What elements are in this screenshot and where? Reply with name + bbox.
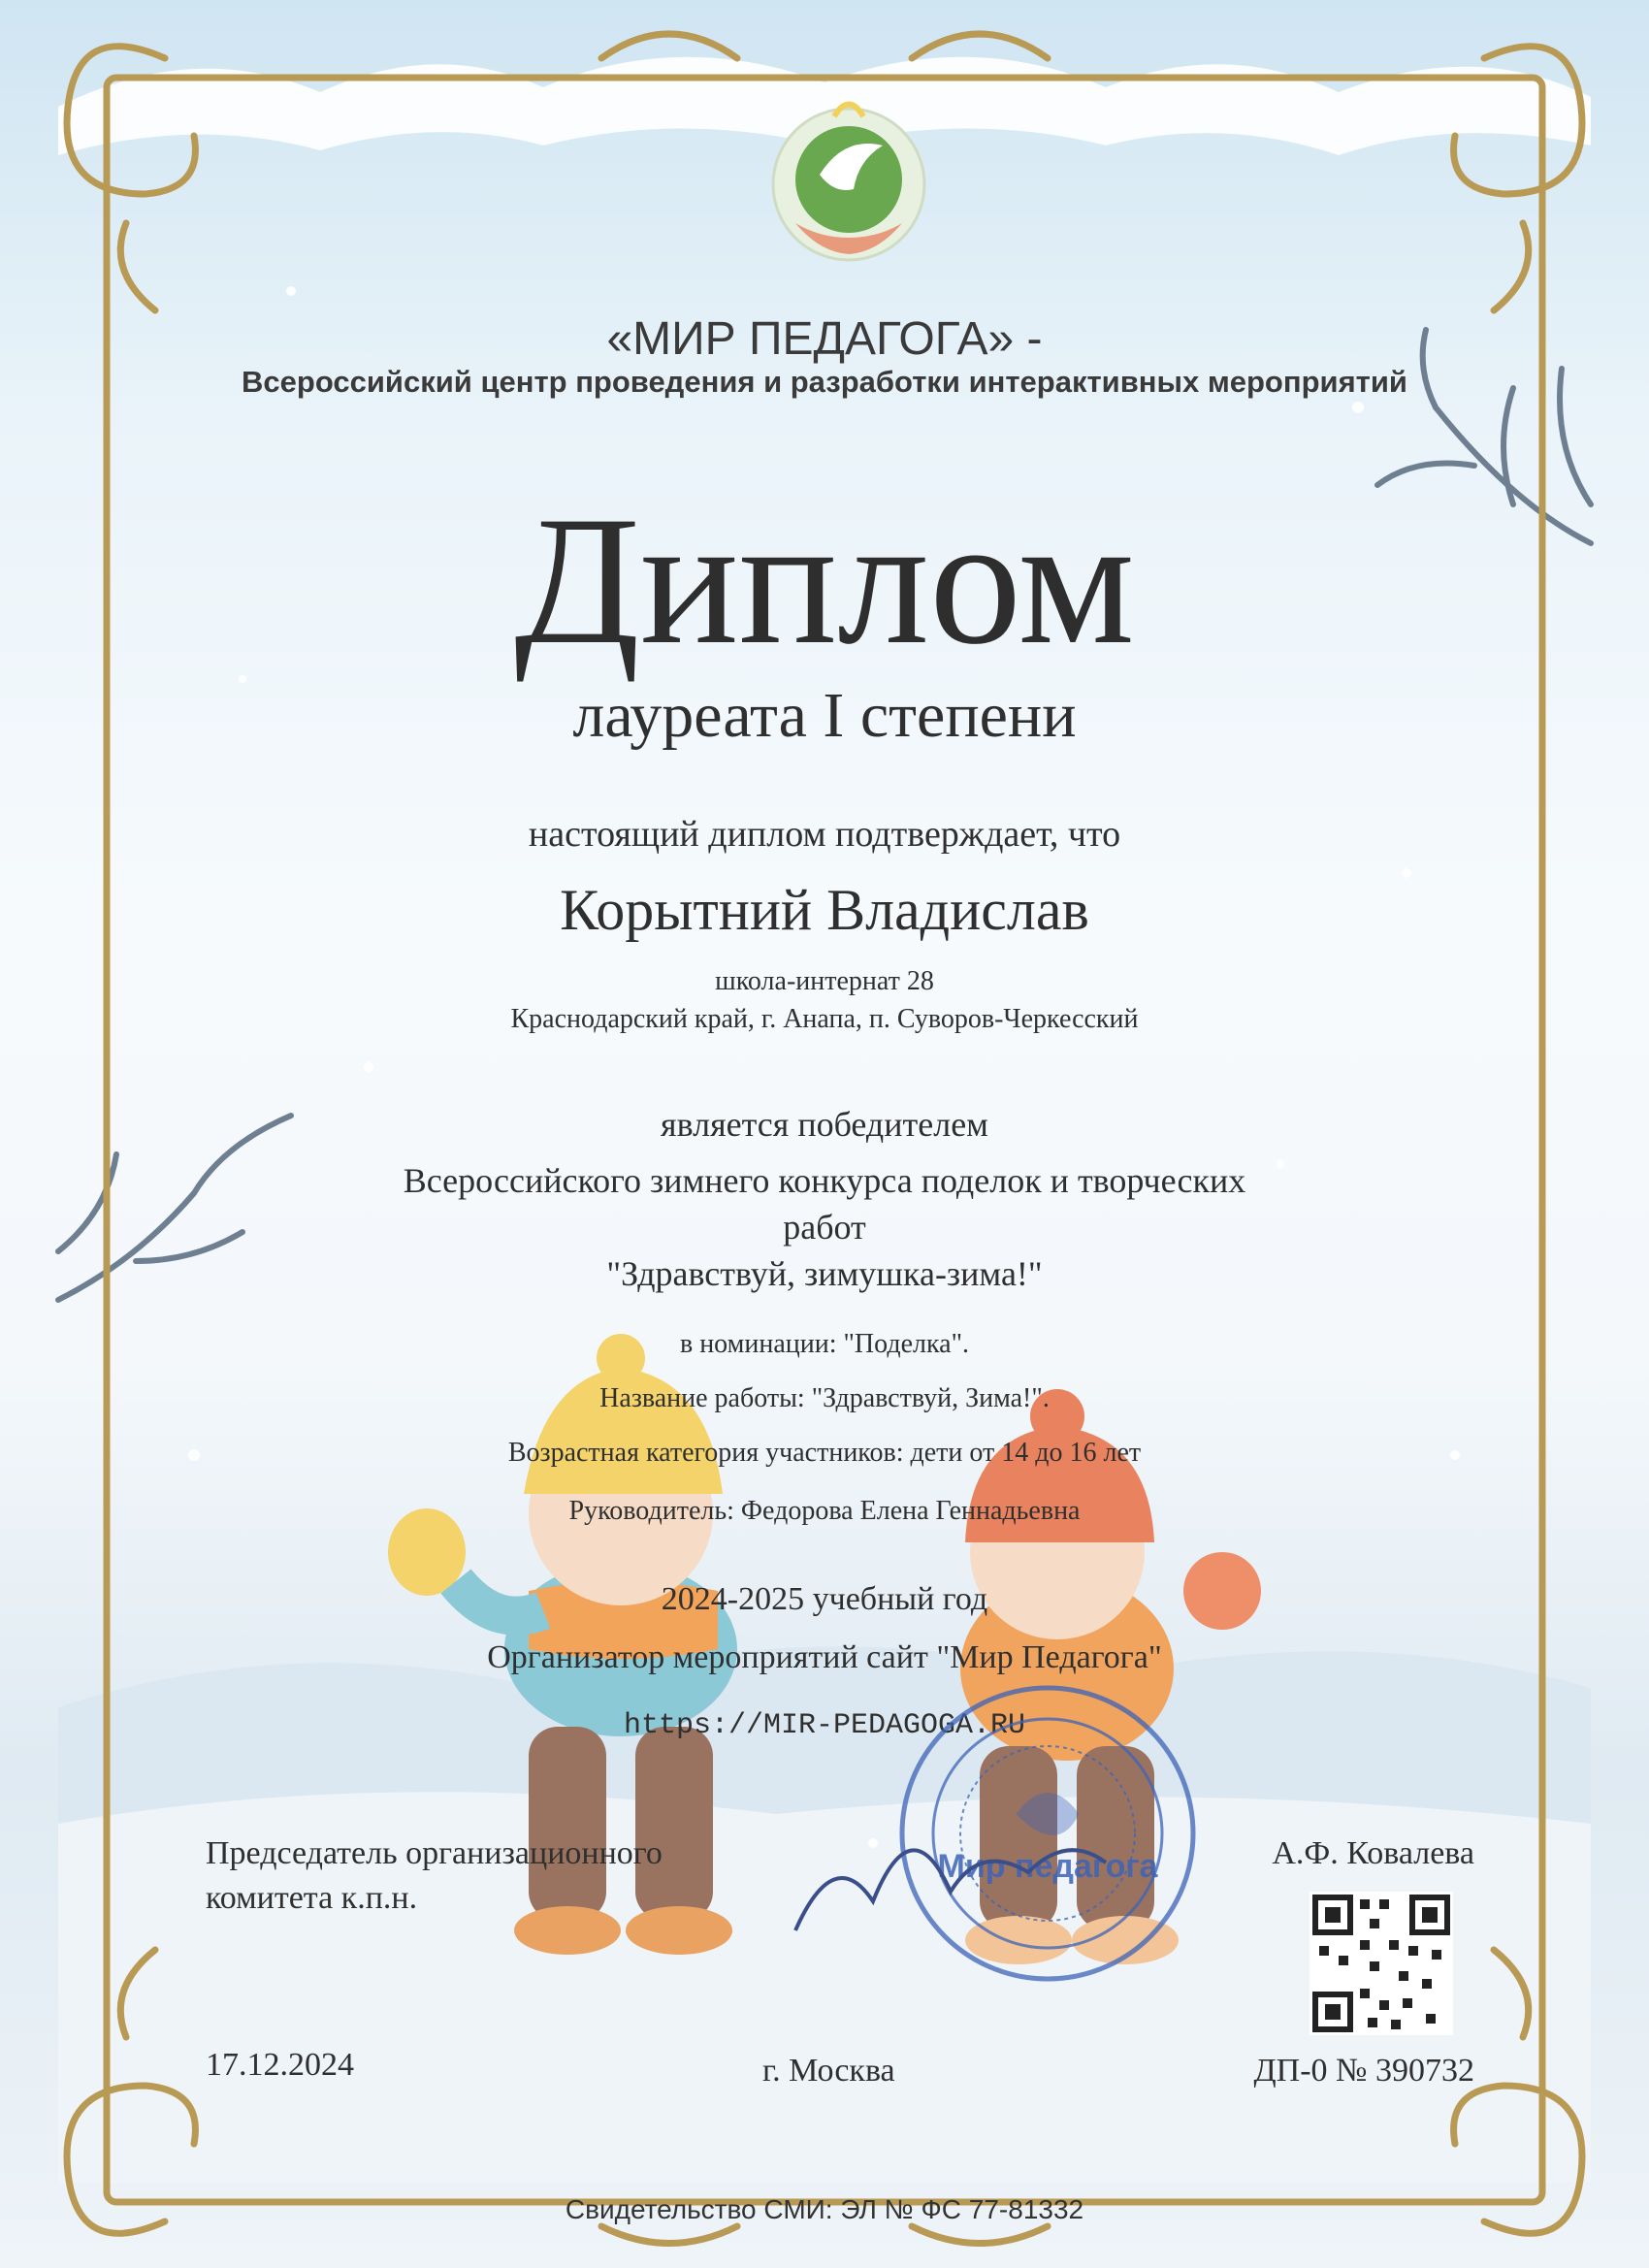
brand-subtitle: Всероссийский центр проведения и разработки интерактивных мероприятий (242, 365, 1407, 399)
academic-year: 2024-2025 учебный год (661, 1581, 988, 1617)
recipient-name: Корытний Владислав (560, 878, 1089, 942)
nomination: в номинации: "Поделка". (679, 1329, 970, 1359)
stamp-text: Мир педагога (937, 1848, 1158, 1885)
work-title: Название работы: "Здравствуй, Зима!". (599, 1383, 1050, 1413)
issue-date: 17.12.2024 (206, 2047, 354, 2083)
diploma-title: Диплом (514, 479, 1135, 683)
chair-title-line-2: комитета к.п.н. (206, 1880, 418, 1916)
chair-name: А.Ф. Ковалева (1272, 1835, 1474, 1871)
contest-line-2: работ (783, 1208, 866, 1247)
organizer: Организатор мероприятий сайт "Мир Педагога" (487, 1639, 1162, 1675)
diploma-degree: лауреата I степени (572, 680, 1077, 751)
media-certificate: Свидетельство СМИ: ЭЛ № ФС 77-81332 (565, 2194, 1084, 2224)
chair-title-line-1: Председатель организационного (206, 1835, 663, 1871)
supervisor: Руководитель: Федорова Елена Геннадьевна (568, 1496, 1081, 1526)
issue-city: г. Москва (762, 2053, 895, 2089)
school-address: Краснодарский край, г. Анапа, п. Суворов-Черкесский (510, 1004, 1139, 1034)
confirm-text: настоящий диплом подтверждает, что (528, 814, 1121, 855)
brand-name: «МИР ПЕДАГОГА» - (606, 313, 1043, 365)
school-name: школа-интернат 28 (715, 966, 934, 996)
winner-text: является победителем (661, 1105, 988, 1144)
contest-line-1: Всероссийского зимнего конкурса поделок и творческих (403, 1161, 1246, 1200)
age-category: Возрастная категория участников: дети от 14 до 16 лет (507, 1438, 1142, 1468)
contest-name: "Здравствуй, зимушка-зима!" (606, 1254, 1043, 1293)
website-url: https://MIR-PEDAGOGA.RU (623, 1709, 1026, 1742)
diploma-number: ДП-0 № 390732 (1253, 2053, 1474, 2089)
